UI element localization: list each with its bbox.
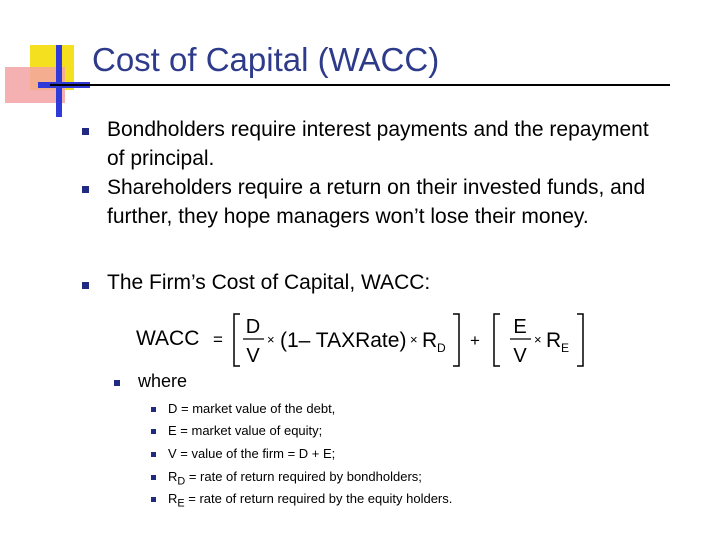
- title-underline: [50, 84, 670, 86]
- bullet-text-bondholders: Bondholders require interest payments and the repayment of principal.: [107, 118, 649, 170]
- formula-v: V: [246, 345, 260, 367]
- formula-v-2: V: [513, 345, 527, 367]
- formula-r-equity: R: [546, 329, 562, 352]
- formula-sub-e: E: [561, 341, 570, 355]
- formula-sub-d: D: [437, 341, 446, 355]
- definition-bullet-icon: [151, 475, 156, 480]
- definition-rd: $R_D$ = rate of return required by bondholders;: [168, 469, 422, 488]
- formula-left-bracket-1: [234, 314, 240, 366]
- definition-bullet-icon: [151, 407, 156, 412]
- bullet-square-icon: [82, 282, 89, 289]
- formula-right-bracket-1: [453, 314, 459, 366]
- definition-bullet-icon: [151, 497, 156, 502]
- slide-title: Cost of Capital (WACC): [92, 41, 440, 78]
- formula-lhs: WACC: [136, 327, 200, 350]
- corner-vertical-bar: [56, 45, 62, 117]
- formula-r-debt: R: [422, 329, 438, 352]
- formula-times-3: ×: [534, 332, 542, 347]
- bullet-text-wacc: The Firm’s Cost of Capital, WACC:: [107, 271, 431, 294]
- formula-plus: +: [470, 331, 480, 350]
- bullet-square-icon: [82, 186, 89, 193]
- bullet-square-icon: [82, 128, 89, 135]
- where-label: where: [138, 371, 188, 391]
- formula-equals: =: [213, 330, 223, 349]
- formula-paren-text: (1– TAXRate): [280, 329, 407, 352]
- formula-d: D: [245, 316, 261, 338]
- formula-times-2: ×: [410, 332, 418, 347]
- definition-re: $R_E$ = rate of return required by the equity holders.: [168, 491, 453, 510]
- formula-e: E: [513, 316, 527, 338]
- definition-e: E = market value of equity;: [168, 423, 323, 438]
- bullet-text-shareholders: Shareholders require a return on their invested funds, and further, they hope managers won’t lose their money.: [107, 176, 646, 228]
- formula-times-1: ×: [267, 332, 275, 347]
- definition-d: D = market value of the debt,: [168, 401, 336, 416]
- wacc-formula: [128, 308, 598, 370]
- formula-left-bracket-2: [494, 314, 500, 366]
- sub-bullet-square-icon: [114, 380, 120, 386]
- definition-bullet-icon: [151, 429, 156, 434]
- formula-right-bracket-2: [577, 314, 583, 366]
- definition-v: V = value of the firm = D + E;: [168, 446, 336, 461]
- definition-bullet-icon: [151, 452, 156, 457]
